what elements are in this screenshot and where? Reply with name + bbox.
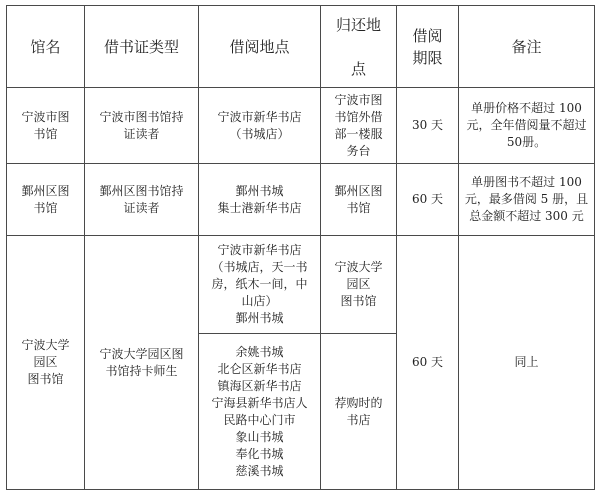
- cell-period: 30 天: [397, 88, 459, 164]
- cell-remarks: 单册价格不超过 100 元，全年借阅量不超过 50册。: [459, 88, 595, 164]
- header-remarks: 备注: [459, 6, 595, 88]
- header-name: 馆名: [7, 6, 85, 88]
- cell-period: 60 天: [397, 236, 459, 490]
- table-row: [7, 88, 595, 164]
- header-borrow-place: 借阅地点: [199, 6, 321, 88]
- cell-name: 鄞州区图 书馆: [7, 164, 85, 236]
- cell-card-type: 宁波市图书馆持 证读者: [85, 88, 199, 164]
- cell-period: 60 天: [397, 164, 459, 236]
- cell-return-place: 宁波市图 书馆外借 部一楼服 务台: [321, 88, 397, 164]
- library-borrowing-table: [6, 5, 595, 490]
- cell-name: 宁波大学 园区 图书馆: [7, 236, 85, 490]
- cell-card-type: 宁波大学园区图 书馆持卡师生: [85, 236, 199, 490]
- header-period: 借阅 期限: [397, 6, 459, 88]
- header-row: [7, 6, 595, 88]
- cell-return-place: 宁波大学 园区 图书馆: [321, 236, 397, 334]
- header-card-type: 借书证类型: [85, 6, 199, 88]
- cell-return-place: 鄞州区图 书馆: [321, 164, 397, 236]
- table-row: [7, 164, 595, 236]
- cell-remarks: 同上: [459, 236, 595, 490]
- cell-borrow-place: 宁波市新华书店 （书城店，天一书 房，纸木一间，中 山店） 鄞州书城: [199, 236, 321, 334]
- cell-borrow-place: 宁波市新华书店 （书城店）: [199, 88, 321, 164]
- cell-borrow-place: 余姚书城 北仑区新华书店 镇海区新华书店 宁海县新华书店人 民路中心门市 象山书城 奉化书城 慈溪书城: [199, 334, 321, 490]
- header-return-place: 归还地 点: [321, 6, 397, 88]
- cell-card-type: 鄞州区图书馆持 证读者: [85, 164, 199, 236]
- cell-borrow-place: 鄞州书城 集士港新华书店: [199, 164, 321, 236]
- table-row: [7, 236, 595, 334]
- cell-name: 宁波市图 书馆: [7, 88, 85, 164]
- cell-return-place: 荐购时的 书店: [321, 334, 397, 490]
- cell-remarks: 单册图书不超过 100 元，最多借阅 5 册，且 总金额不超过 300 元: [459, 164, 595, 236]
